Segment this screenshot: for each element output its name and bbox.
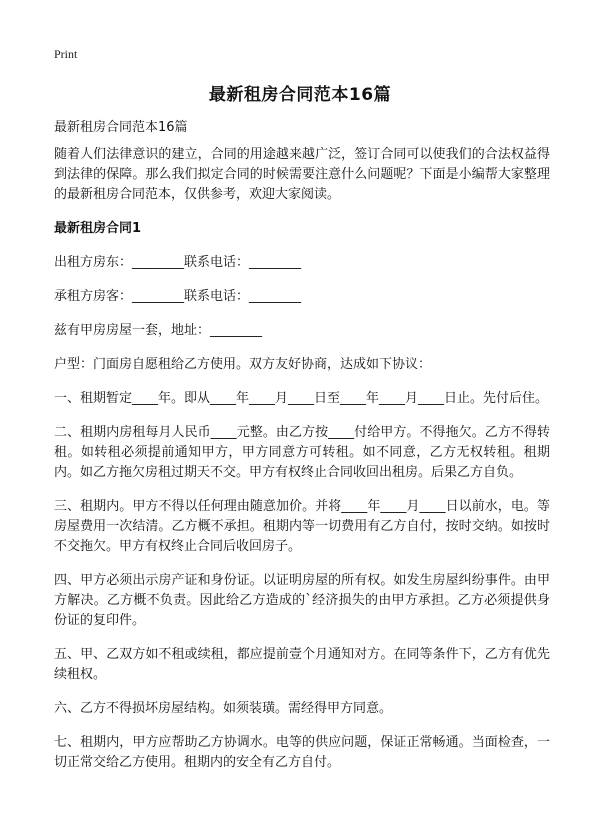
clause-2: 二、租期内房租每月人民币____元整。由乙方按____付给甲方。不得拖欠。乙方不得转租。如转租必须提前通知甲方，甲方同意方可转租。如不同意，乙方无权转租。租期内。如乙方拖欠房租过期天不交。甲方有权终止合同收回出租房。后果乙方自负。 xyxy=(54,425,550,480)
intro-paragraph: 随着人们法律意识的建立，合同的用途越来越广泛，签订合同可以使我们的合法权益得到法律的保障。那么我们拟定合同的时候需要注意什么问题呢？下面是小编帮大家整理的最新租房合同范本，仅供参考，欢迎大家阅读。 xyxy=(54,147,550,202)
clause-7: 七、租期内，甲方应帮助乙方协调水。电等的供应问题，保证正常畅通。当面检查，一切正常交给乙方使用。租期内的安全有乙方自付。 xyxy=(54,735,550,770)
clause-1: 一、租期暂定____年。即从____年____月____日至____年____月____日止。先付后住。 xyxy=(54,391,549,406)
lessor-line: 出租方房东：________联系电话：________ xyxy=(54,255,302,270)
lessee-line: 承租方房客：________联系电话：________ xyxy=(54,289,302,304)
document-body xyxy=(54,118,550,787)
clause-3: 三、租期内。甲方不得以任何理由随意加价。并将____年____月____日以前水，电。等房屋费用一次结清。乙方概不承担。租期内等一切费用有乙方自付，按时交纳。如按时不交拖欠。甲方有权终止合同后收回房子。 xyxy=(54,499,550,554)
address-line: 兹有甲房房屋一套，地址：________ xyxy=(54,323,263,338)
clause-6: 六、乙方不得损坏房屋结构。如须装璜。需经得甲方同意。 xyxy=(54,701,393,716)
clause-4: 四、甲方必须出示房产证和身份证。以证明房屋的所有权。如发生房屋纠纷事件。由甲方解决。乙方概不负责。因此给乙方造成的`经济损失的由甲方承担。乙方必须提供身份证的复印件。 xyxy=(54,573,550,628)
clause-5: 五、甲、乙双方如不租或续租，都应提前壹个月通知对方。在同等条件下，乙方有优先续租权。 xyxy=(54,647,550,682)
print-link[interactable]: Print xyxy=(54,47,78,61)
document-title: 最新租房合同范本16篇 xyxy=(208,85,392,105)
type-line: 户型：门面房自愿租给乙方使用。双方友好协商，达成如下协议： xyxy=(54,357,432,372)
document-subtitle: 最新租房合同范本16篇 xyxy=(54,120,188,135)
section-heading: 最新租房合同1 xyxy=(54,221,142,236)
